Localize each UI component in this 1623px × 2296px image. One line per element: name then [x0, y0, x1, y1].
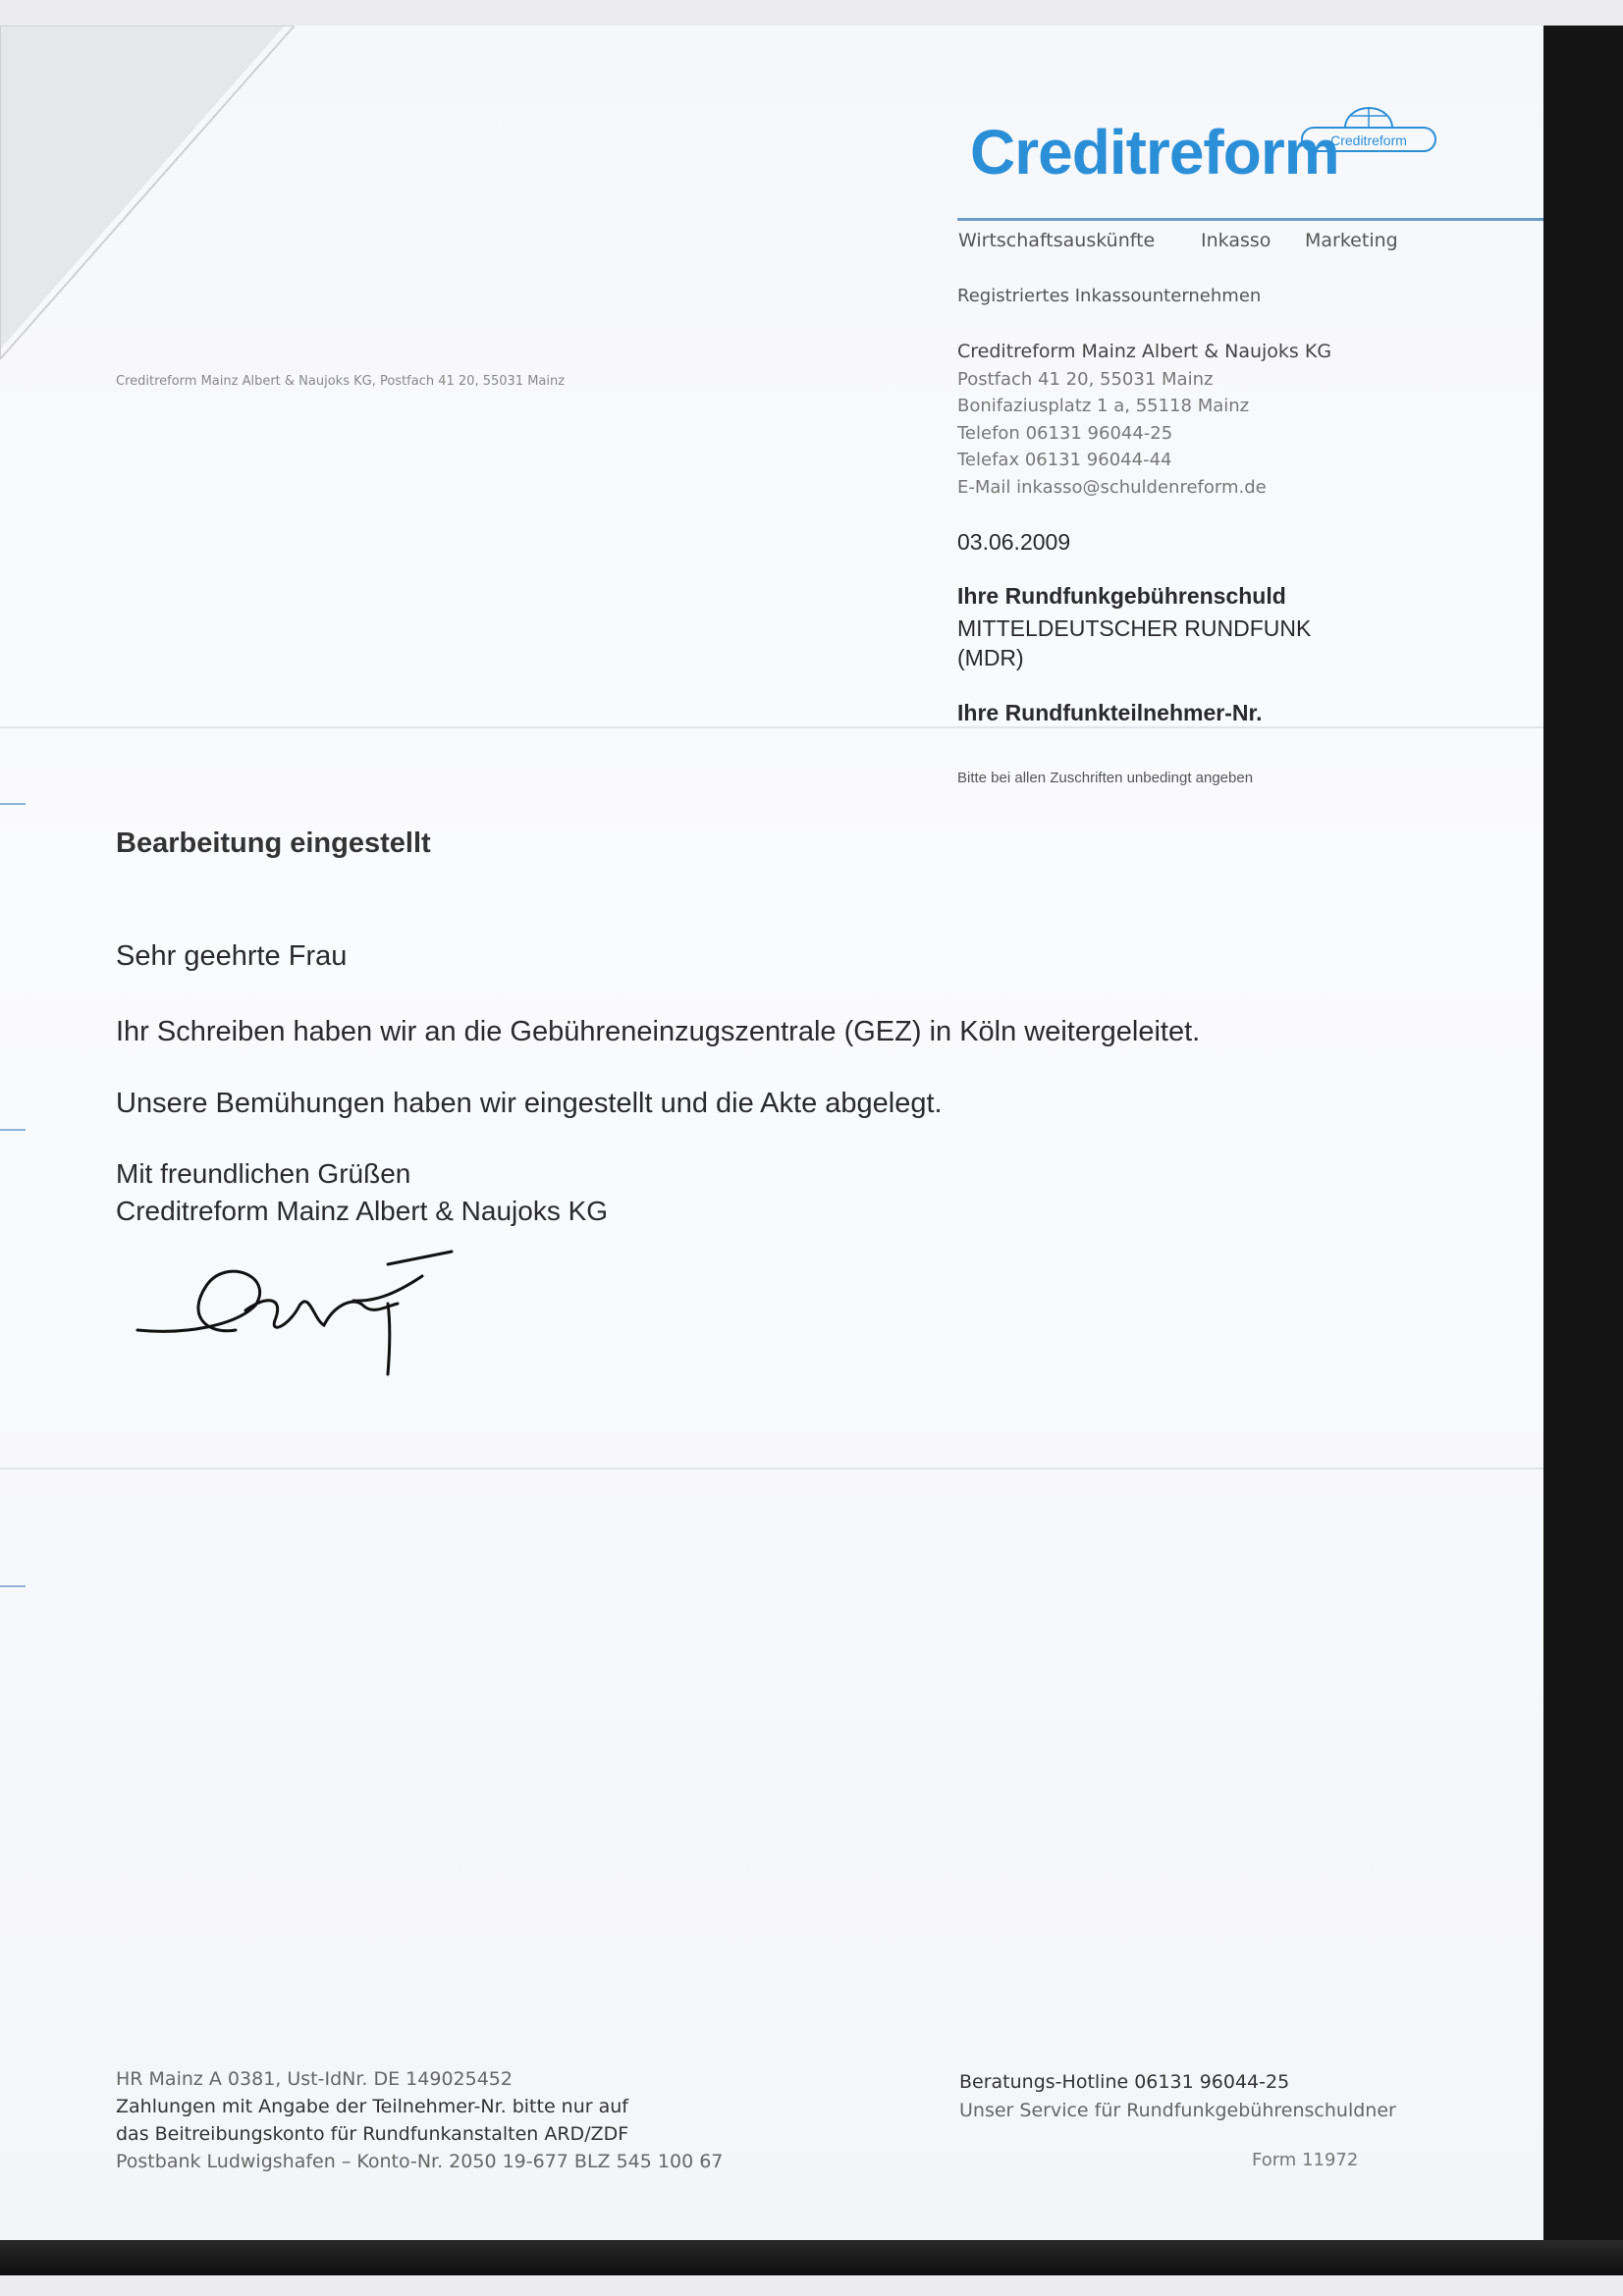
bank-details: Postbank Ludwigshafen – Konto-Nr. 2050 19-677 BLZ 545 100 67: [116, 2151, 724, 2172]
letter-heading: Bearbeitung eingestellt: [116, 828, 431, 859]
fold-mark: [0, 1129, 26, 1131]
salutation: Sehr geehrte Frau: [116, 940, 348, 972]
scan-edge-right: [1543, 26, 1623, 2273]
reference-note: Bitte bei allen Zuschriften unbedingt angeben: [957, 770, 1254, 786]
fold-mark: [0, 803, 26, 805]
payment-note: das Beitreibungskonto für Rundfunkanstalten ARD/ZDF: [116, 2123, 629, 2145]
tagline: Inkasso: [1201, 230, 1271, 251]
fax: Telefax 06131 96044-44: [957, 450, 1172, 470]
signatory: Creditreform Mainz Albert & Naujoks KG: [116, 1196, 609, 1226]
footer-left: [116, 2065, 723, 2175]
subject-value: (MDR): [957, 645, 1024, 670]
logo: Creditreform: [970, 117, 1339, 187]
signature: [128, 1237, 471, 1384]
logo-badge-text: Creditreform: [1330, 133, 1407, 148]
closing: Mit freundlichen Grüßen: [116, 1158, 411, 1189]
hotline: Beratungs-Hotline 06131 96044-25: [959, 2071, 1290, 2093]
date: 03.06.2009: [957, 529, 1071, 555]
registry-info: HR Mainz A 0381, Ust-IdNr. DE 149025452: [116, 2068, 513, 2090]
paragraph: Unsere Bemühungen haben wir eingestellt und die Akte abgelegt.: [116, 1088, 943, 1119]
subject-value: MITTELDEUTSCHER RUNDFUNK: [957, 615, 1312, 641]
scan-edge-bottom: [0, 2240, 1623, 2275]
tagline: Wirtschaftsauskünfte: [958, 230, 1156, 251]
email: E-Mail inkasso@schuldenreform.de: [957, 476, 1267, 498]
registered-text: Registriertes Inkassounternehmen: [957, 286, 1262, 306]
payment-note: Zahlungen mit Angabe der Teilnehmer-Nr. bitte nur auf: [116, 2096, 628, 2117]
sender-line: Creditreform Mainz Albert & Naujoks KG, Postfach 41 20, 55031 Mainz: [116, 374, 566, 389]
logo-rule: [957, 218, 1543, 221]
fold-mark: [0, 1585, 26, 1587]
phone: Telefon 06131 96044-25: [957, 422, 1173, 444]
address-line: Postfach 41 20, 55031 Mainz: [957, 368, 1214, 390]
form-number: Form 11972: [1252, 2150, 1359, 2170]
company-address: [957, 339, 1331, 501]
folded-corner: [0, 26, 295, 359]
address-line: Bonifaziusplatz 1 a, 55118 Mainz: [957, 396, 1250, 416]
company-name: Creditreform Mainz Albert & Naujoks KG: [957, 341, 1332, 362]
participant-label: Ihre Rundfunkteilnehmer-Nr.: [957, 700, 1263, 725]
fold-line: [0, 1468, 1543, 1469]
subject-label: Ihre Rundfunkgebührenschuld: [957, 583, 1286, 609]
paragraph: Ihr Schreiben haben wir an die Gebühreneinzugszentrale (GEZ) in Köln weitergeleitet.: [116, 1016, 1201, 1047]
service-text: Unser Service für Rundfunkgebührenschuldner: [959, 2100, 1396, 2121]
fold-line: [0, 726, 1543, 728]
tagline: Marketing: [1305, 230, 1398, 251]
